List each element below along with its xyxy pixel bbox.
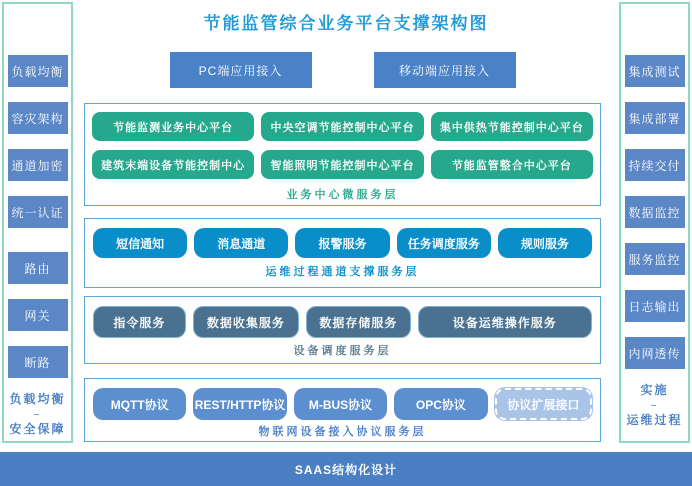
box-energy-supervision-integration-center: 节能监管整合中心平台 (431, 150, 593, 179)
sidebar-item-continuous-delivery: 持续交付 (625, 149, 685, 181)
sidebar-item-gateway: 网关 (8, 299, 68, 331)
sidebar-item-integration-test: 集成测试 (625, 55, 685, 87)
ops-channel-support-layer (84, 218, 601, 288)
right-sidebar-caption (626, 383, 682, 428)
box-task-scheduling-service: 任务调度服务 (397, 228, 491, 258)
channel-layer-label: 运维过程通道支撑服务层 (265, 266, 420, 278)
box-rule-service: 规则服务 (498, 228, 592, 258)
sidebar-item-intranet-passthrough: 内网透传 (625, 337, 685, 369)
box-central-heating-control-center: 集中供热节能控制中心平台 (431, 112, 593, 141)
box-smart-lighting-control-center: 智能照明节能控制中心平台 (261, 150, 423, 179)
iot-box-row (93, 388, 592, 420)
box-mqtt-protocol: MQTT协议 (93, 388, 186, 420)
box-data-collection-service: 数据收集服务 (193, 306, 299, 338)
sidebar-item-integration-deploy: 集成部署 (625, 102, 685, 134)
left-caption-line2: 安全保障 (9, 422, 66, 436)
box-rest-http-protocol: REST/HTTP协议 (193, 388, 286, 420)
box-building-terminal-control-center: 建筑末端设备节能控制中心 (92, 150, 254, 179)
sidebar-item-disaster-recovery: 容灾架构 (8, 102, 68, 134)
business-microservice-layer (84, 103, 601, 206)
box-data-storage-service: 数据存储服务 (306, 306, 411, 338)
sidebar-item-load-balancing: 负载均衡 (8, 55, 68, 87)
mobile-app-access-box: 移动端应用接入 (374, 52, 516, 88)
channel-box-row (93, 228, 592, 258)
business-box-grid (92, 112, 593, 179)
business-layer-label: 业务中心微服务层 (286, 189, 399, 201)
page-title: 节能监管综合业务平台支撑架构图 (203, 14, 489, 33)
device-layer-label: 设备调度服务层 (293, 345, 392, 357)
box-message-channel: 消息通道 (194, 228, 288, 258)
sidebar-item-routing: 路由 (8, 252, 68, 284)
box-command-service: 指令服务 (93, 306, 186, 338)
right-caption-line1: 实施 (640, 383, 669, 397)
box-protocol-extension-interface: 协议扩展接口 (495, 388, 592, 420)
box-opc-protocol: OPC协议 (394, 388, 487, 420)
sidebar-item-circuit-break: 断路 (8, 346, 68, 378)
iot-protocol-layer (84, 378, 601, 442)
device-box-row (93, 306, 592, 338)
box-central-ac-control-center: 中央空调节能控制中心平台 (261, 112, 423, 141)
app-access-row (84, 52, 601, 88)
box-mbus-protocol: M-BUS协议 (294, 388, 387, 420)
box-alarm-service: 报警服务 (295, 228, 389, 258)
right-sidebar (619, 2, 690, 443)
box-device-ops-service: 设备运维操作服务 (418, 306, 592, 338)
left-sidebar (2, 2, 73, 443)
sidebar-item-unified-auth: 统一认证 (8, 196, 68, 228)
left-caption-separator: – (33, 409, 42, 420)
iot-layer-label: 物联网设备接入协议服务层 (258, 426, 427, 438)
left-sidebar-caption (9, 392, 65, 437)
pc-app-access-box: PC端应用接入 (170, 52, 312, 88)
box-energy-monitoring-center: 节能监测业务中心平台 (92, 112, 254, 141)
right-caption-separator: – (650, 400, 659, 411)
sidebar-item-log-output: 日志输出 (625, 290, 685, 322)
saas-structure-bar: SAAS结构化设计 (0, 452, 692, 486)
right-caption-line2: 运维过程 (626, 413, 683, 427)
device-scheduling-layer (84, 296, 601, 364)
sidebar-item-data-monitoring: 数据监控 (625, 196, 685, 228)
left-caption-line1: 负载均衡 (9, 392, 66, 406)
sidebar-item-channel-encryption: 通道加密 (8, 149, 68, 181)
sidebar-item-service-monitoring: 服务监控 (625, 243, 685, 275)
box-sms-notification: 短信通知 (93, 228, 187, 258)
